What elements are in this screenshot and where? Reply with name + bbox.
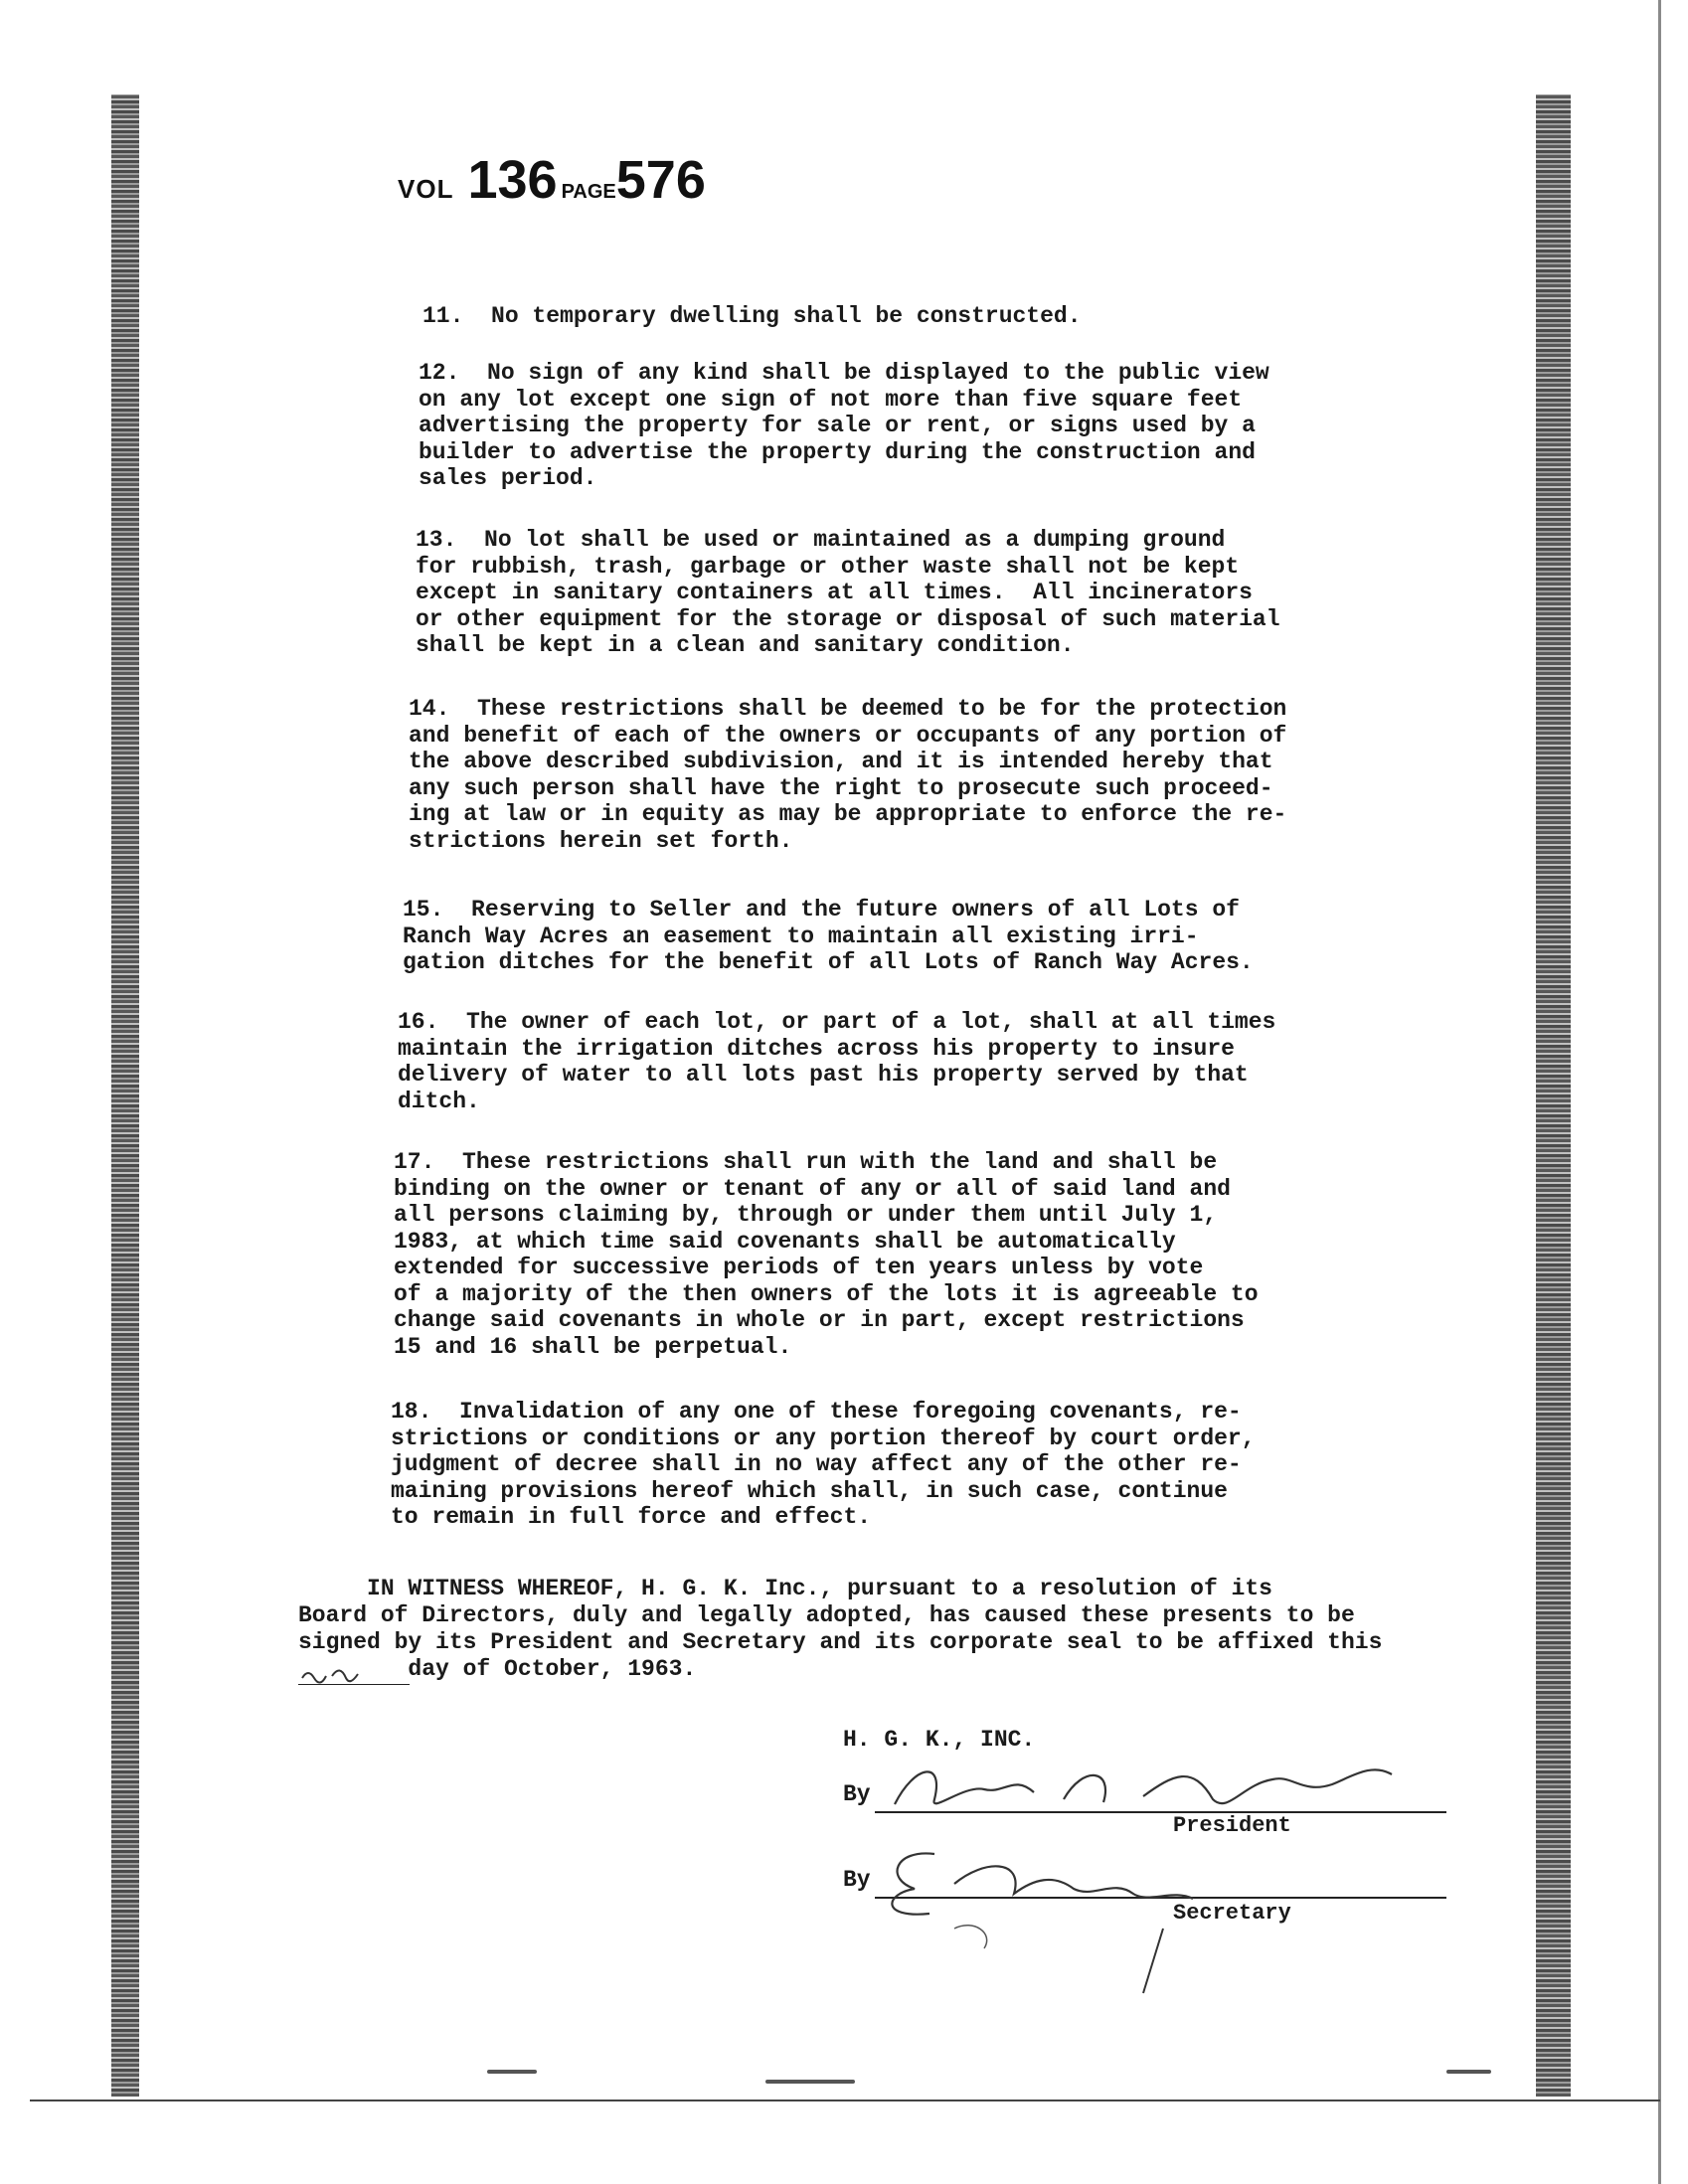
stamp-book-number: 136 — [467, 150, 558, 210]
text-line: Ranch Way Acres an easement to maintain all existing irri- — [403, 923, 1199, 949]
text-line: gation ditches for the benefit of all Lots of Ranch Way Acres. — [403, 949, 1254, 975]
day-blank-line — [298, 1684, 410, 1685]
text-line: builder to advertise the property during the construction and — [419, 438, 1256, 465]
president-title: President — [1173, 1813, 1291, 1838]
text-line: 1983, at which time said covenants shall be automatically — [394, 1228, 1176, 1255]
right-page-rule — [1658, 0, 1661, 2184]
text-line: signed by its President and Secretary and its corporate seal to be affixed this — [298, 1629, 1383, 1655]
covenant-14 — [409, 696, 1286, 854]
covenant-11 — [422, 303, 1082, 330]
text-line: maintain the irrigation ditches across his property to insure — [398, 1035, 1235, 1062]
covenant-12 — [419, 360, 1269, 492]
text-line: on any lot except one sign of not more than five square feet — [419, 386, 1243, 413]
secretary-signature — [875, 1839, 1233, 2008]
secretary-by-label: By — [843, 1867, 871, 1893]
text-line: ditch. — [398, 1088, 480, 1114]
day-handwriting — [298, 1662, 368, 1684]
text-line: except in sanitary containers at all times. All incinerators — [416, 580, 1253, 605]
text-line: shall be kept in a clean and sanitary condition. — [416, 632, 1075, 658]
covenant-15 — [403, 897, 1254, 976]
stamp-page-label: PAGE — [561, 181, 616, 203]
scan-speck — [765, 2080, 855, 2084]
book-page-stamp — [398, 149, 706, 211]
text-line: 11. No temporary dwelling shall be constructed. — [422, 303, 1082, 329]
stamp-vol-label: VOL — [398, 174, 454, 204]
text-line: or other equipment for the storage or disposal of such material — [416, 605, 1280, 632]
text-line: to remain in full force and effect. — [391, 1504, 872, 1530]
text-line: Board of Directors, duly and legally adopted, has caused these presents to be — [298, 1602, 1355, 1628]
right-scan-edge — [1536, 94, 1571, 2097]
text-line: binding on the owner or tenant of any or all of said land and — [394, 1175, 1231, 1202]
text-line: maining provisions hereof which shall, in such case, continue — [391, 1477, 1228, 1504]
text-line: sales period. — [419, 465, 597, 491]
text-line: 16. The owner of each lot, or part of a lot, shall at all times — [398, 1009, 1276, 1035]
text-line: 15 and 16 shall be perpetual. — [394, 1333, 792, 1360]
text-line: and benefit of each of the owners or occupants of any portion of — [409, 722, 1287, 749]
president-signature — [875, 1745, 1432, 1824]
bottom-page-rule — [30, 2100, 1660, 2101]
text-line: for rubbish, trash, garbage or other waste shall not be kept — [416, 553, 1240, 580]
text-line: 17. These restrictions shall run with the land and shall be — [394, 1149, 1218, 1175]
covenant-18 — [391, 1399, 1256, 1531]
text-line: all persons claiming by, through or under them until July 1, — [394, 1202, 1218, 1228]
text-line: of a majority of the then owners of the lots it is agreeable to — [394, 1280, 1259, 1307]
stamp-page-number: 576 — [615, 150, 706, 210]
text-line: 18. Invalidation of any one of these foregoing covenants, re- — [391, 1399, 1242, 1425]
text-line: day of October, 1963. — [298, 1656, 697, 1682]
secretary-title: Secretary — [1173, 1901, 1291, 1926]
text-line: IN WITNESS WHEREOF, H. G. K. Inc., pursuant to a resolution of its — [298, 1576, 1272, 1601]
scan-speck — [487, 2070, 537, 2074]
text-line: change said covenants in whole or in part, except restrictions — [394, 1307, 1245, 1333]
text-line: ing at law or in equity as may be appropriate to enforce the re- — [409, 801, 1287, 827]
text-line: 14. These restrictions shall be deemed to be for the protection — [409, 696, 1287, 722]
text-line: delivery of water to all lots past his property served by that — [398, 1062, 1249, 1088]
text-line: any such person shall have the right to prosecute such proceed- — [409, 774, 1273, 801]
covenant-16 — [398, 1009, 1275, 1114]
witness-clause — [298, 1576, 1382, 1683]
text-line: the above described subdivision, and it is intended hereby that — [409, 749, 1273, 774]
text-line: 15. Reserving to Seller and the future owners of all Lots of — [403, 897, 1240, 923]
scan-speck — [1446, 2070, 1491, 2074]
text-line: extended for successive periods of ten years unless by vote — [394, 1255, 1204, 1280]
text-line: 13. No lot shall be used or maintained as a dumping ground — [416, 527, 1226, 553]
covenant-13 — [416, 527, 1280, 659]
president-by-label: By — [843, 1781, 871, 1807]
left-scan-edge — [111, 94, 139, 2097]
text-line: strictions herein set forth. — [409, 827, 793, 854]
text-line: strictions or conditions or any portion thereof by court order, — [391, 1425, 1256, 1451]
text-line: judgment of decree shall in no way affect any of the other re- — [391, 1451, 1242, 1477]
company-name: H. G. K., INC. — [843, 1727, 1036, 1753]
covenant-17 — [394, 1149, 1259, 1360]
text-line: advertising the property for sale or rent, or signs used by a — [419, 413, 1256, 438]
text-line: 12. No sign of any kind shall be displayed to the public view — [419, 360, 1269, 386]
